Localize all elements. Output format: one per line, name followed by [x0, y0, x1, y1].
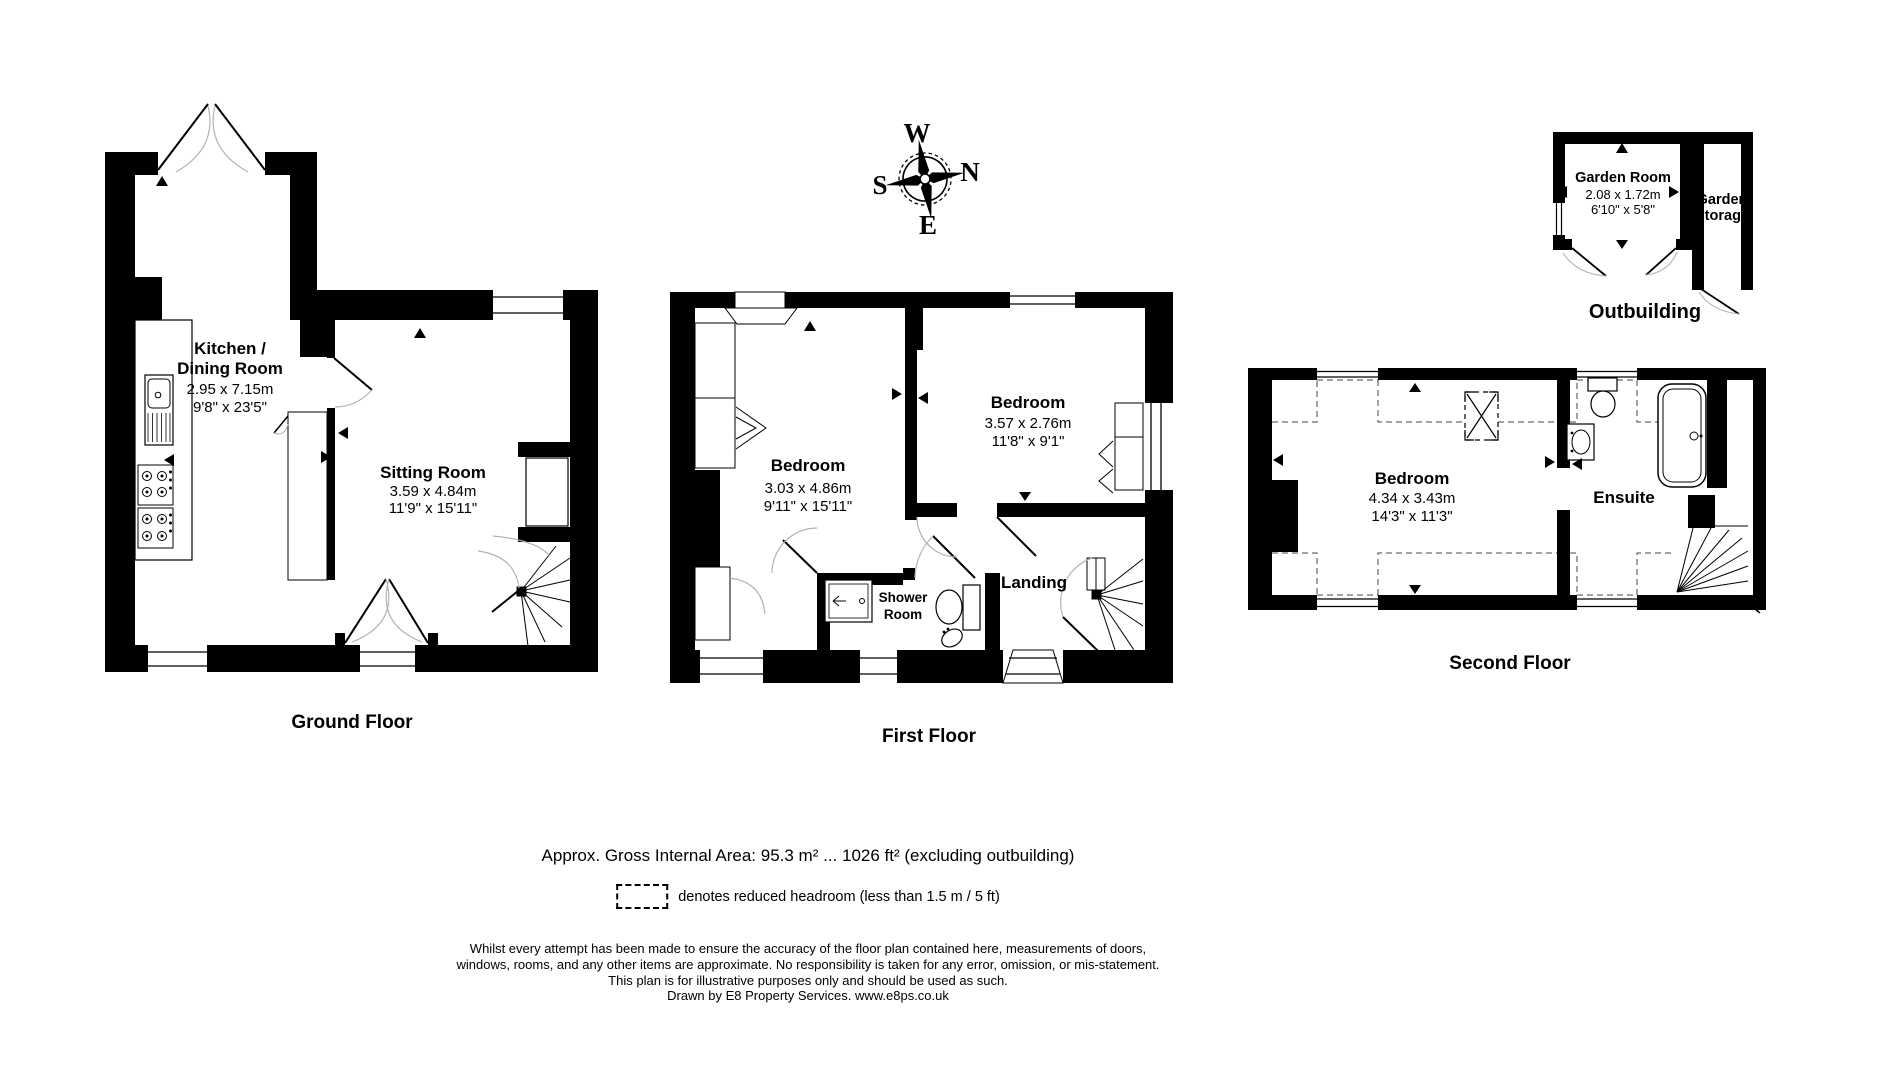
- landing-label: Landing: [1000, 573, 1068, 592]
- outbuilding-plan: [1543, 123, 1778, 323]
- bedroom2-dim-imperial: 11'8" x 9'1": [991, 433, 1065, 450]
- compass-south: S: [872, 170, 888, 200]
- stairs-icon: [478, 536, 570, 646]
- legend: [616, 884, 1000, 909]
- bedroom1-label: Bedroom: [770, 456, 846, 475]
- bedroom-label: Bedroom: [1374, 469, 1450, 488]
- kitchen-label-2: Dining Room: [177, 359, 283, 378]
- outbuilding-labels: [1575, 170, 1749, 224]
- bedroom2-dim-metric: 3.57 x 2.76m: [984, 415, 1072, 432]
- bedroom2-closets: [1099, 403, 1143, 493]
- second-floor-title: Second Floor: [1449, 653, 1571, 674]
- toilet-icon: [1588, 378, 1617, 417]
- toilet-icon: [936, 585, 980, 630]
- first-floor-plan: [670, 286, 1175, 688]
- garden-room-dim-metric: 2.08 x 1.72m: [1585, 187, 1661, 202]
- compass-west: W: [903, 118, 931, 148]
- disclaimer-line: windows, rooms, and any other items are approximate. No responsibility is taken for any error, omission, or mis-statement.: [456, 956, 1160, 972]
- splayed-window: [1003, 650, 1063, 683]
- shower-tray-icon: [825, 580, 872, 622]
- compass-north: N: [960, 157, 980, 187]
- legend-text: denotes reduced headroom (less than 1.5 m / 5 ft): [678, 888, 1000, 905]
- second-room-labels: [1369, 469, 1655, 525]
- garden-room-dim-imperial: 6'10" x 5'8": [1590, 202, 1656, 217]
- kitchen-counter: [135, 320, 192, 560]
- bedroom1-dim-metric: 3.03 x 4.86m: [764, 480, 852, 497]
- hob-icon: [138, 508, 173, 548]
- first-walls: [670, 292, 1173, 683]
- kitchen-sitting-door: [334, 358, 372, 407]
- reduced-headroom-swatch: [616, 884, 668, 909]
- stairs-icon: [1061, 558, 1143, 652]
- kitchen-dim-imperial: 9'8" x 23'5": [193, 399, 267, 416]
- ensuite-label: Ensuite: [1593, 488, 1655, 507]
- shower-room-door: [915, 536, 975, 578]
- bedroom1-door: [730, 528, 817, 614]
- hall-double-doors: [345, 579, 428, 643]
- ground-floor-title: Ground Floor: [291, 712, 413, 733]
- disclaimer-line: Drawn by E8 Property Services. www.e8ps.co.uk: [667, 988, 949, 1004]
- kitchen-cupboard: [274, 412, 327, 580]
- ground-floor-plan: [98, 90, 603, 685]
- bedroom2-label: Bedroom: [990, 393, 1066, 412]
- outbuilding-window: [1557, 203, 1562, 235]
- sitting-room-label: Sitting Room: [380, 463, 486, 482]
- disclaimer-line: Whilst every attempt has been made to ensure the accuracy of the floor plan contained here, measurements of doors,: [469, 941, 1147, 956]
- shower-room-label: Shower: [878, 590, 928, 605]
- compass-rose-icon: [858, 106, 993, 254]
- bedroom-dim-imperial: 14'3" x 11'3": [1371, 508, 1453, 525]
- garden-storage-label: Garden: [1696, 192, 1748, 208]
- fireplace-recess: [526, 458, 568, 526]
- bedroom-dim-metric: 4.34 x 3.43m: [1368, 490, 1456, 507]
- shower-room-label-2: Room: [883, 607, 923, 622]
- compass-east: E: [918, 210, 938, 240]
- kitchen-label: Kitchen /: [194, 339, 266, 358]
- bedroom1-dim-imperial: 9'11" x 15'11": [763, 498, 853, 515]
- outbuilding-title: Outbuilding: [1588, 301, 1702, 323]
- sink-icon: [145, 375, 173, 445]
- entry-double-door: [158, 104, 265, 172]
- sitting-room-dim-metric: 3.59 x 4.84m: [389, 483, 477, 500]
- hob-icon: [138, 465, 173, 505]
- gross-internal-area: Approx. Gross Internal Area: 95.3 m² ... 1026 ft² (excluding outbuilding): [541, 846, 1075, 865]
- disclaimer: [456, 941, 1159, 1004]
- garden-room-label: Garden Room: [1575, 170, 1671, 186]
- second-windows: [1317, 372, 1637, 607]
- direction-markers: [1273, 383, 1582, 594]
- sitting-room-dim-imperial: 11'9" x 15'11": [388, 500, 478, 517]
- second-floor-plan: [1245, 363, 1770, 615]
- basin-icon: [1567, 424, 1594, 460]
- disclaimer-line: This plan is for illustrative purposes only and should be used as such.: [608, 972, 1008, 988]
- first-floor-title: First Floor: [882, 726, 976, 747]
- garden-room-doors: [1563, 248, 1677, 276]
- kitchen-dim-metric: 2.95 x 7.15m: [186, 381, 274, 398]
- bath-icon: [1658, 384, 1706, 487]
- basin-icon: [938, 625, 965, 650]
- garden-storage-label-2: Storage: [1695, 208, 1749, 224]
- garden-storage-door: [1699, 289, 1739, 314]
- skylight-icon: [1465, 392, 1498, 440]
